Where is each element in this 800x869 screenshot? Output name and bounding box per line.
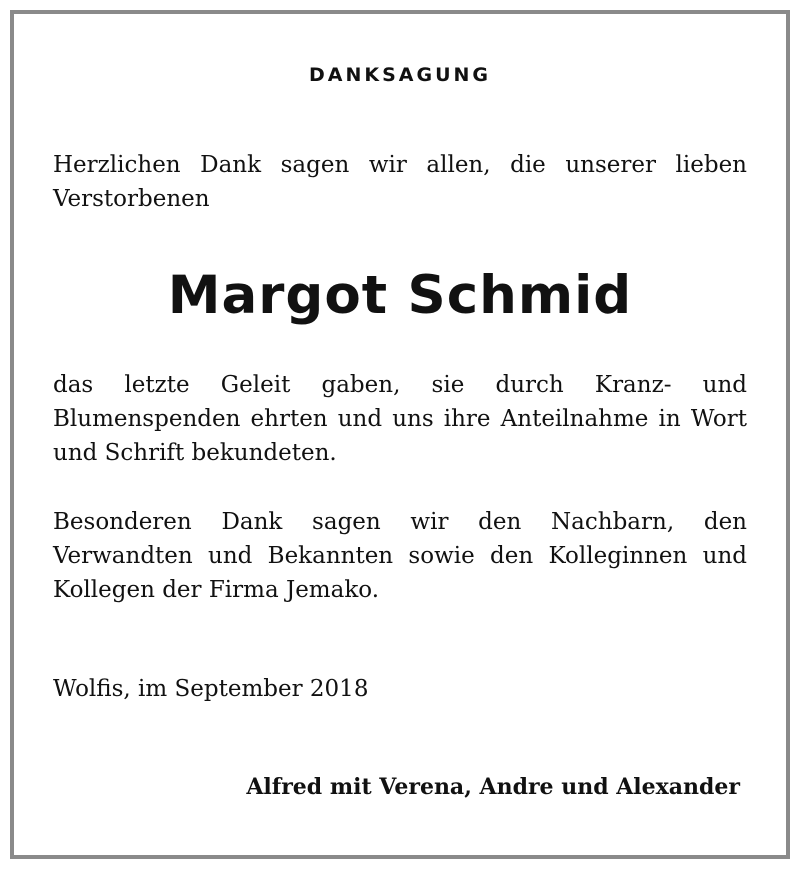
intro-text: Herzlichen Dank sagen wir allen, die unserer lieben Verstorbenen: [53, 152, 747, 212]
body-text: das letzte Geleit gaben, sie durch Kranz- und Blumenspenden ehrten und uns ihre Anteilnahme in Wort und Schrift bekundeten.: [53, 372, 747, 466]
deceased-name: Margot Schmid: [167, 265, 633, 326]
notice-heading: DANKSAGUNG: [308, 64, 491, 86]
special-thanks-text: Besonderen Dank sagen wir den Nachbarn, den Verwandten und Bekannten sowie den Kolleginnen und Kollegen der Firma Jemako.: [53, 509, 747, 603]
place-date: Wolfis, im September 2018: [53, 676, 369, 702]
signature: Alfred mit Verena, Andre und Alexander: [246, 774, 740, 800]
